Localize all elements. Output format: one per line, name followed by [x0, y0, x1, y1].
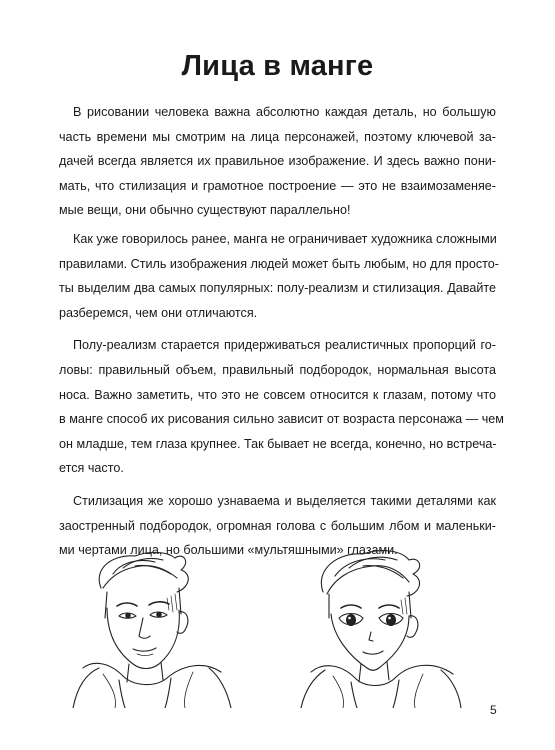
text-line: ты выделим два самых популярных: полу-реализм и стилизация. Давайте — [59, 281, 496, 296]
page-number: 5 — [490, 703, 497, 717]
stylized-face-illustration — [293, 548, 468, 708]
text-line: заостренный подбородок, огромная голова с большим лбом и маленьки- — [59, 518, 496, 533]
text-line: в манге способ их рисования сильно зависит от возраста персонажа — чем — [59, 412, 504, 427]
text-line: Как уже говорилось ранее, манга не ограничивает художника сложными — [73, 231, 497, 246]
text-line: правилами. Стиль изображения людей может быть любым, но для просто- — [59, 256, 499, 271]
paragraph-3 — [59, 333, 504, 481]
text-line: мые вещи, они обычно существуют параллельно! — [59, 203, 351, 218]
semi-realistic-face-illustration — [63, 548, 238, 708]
text-line: носа. Важно заметить, что это не совсем относится к глазам, потому что — [59, 387, 496, 402]
text-line: мать, что стилизация и грамотное построение — это не взаимозаменяе- — [59, 178, 496, 193]
text-line: часть времени мы смотрим на лица персонажей, поэтому ключевой за- — [59, 129, 496, 144]
text-line: он младше, тем глаза крупнее. Так бывает не всегда, конечно, но встреча- — [59, 436, 497, 451]
text-line: ловы: правильный объем, правильный подбородок, нормальная высота — [59, 362, 496, 377]
page-title: Лица в манге — [181, 50, 374, 82]
text-line: В рисовании человека важна абсолютно каждая деталь, но большую — [73, 105, 496, 119]
text-line: разберемся, чем они отличаются. — [59, 305, 258, 320]
text-line: дачей всегда является их правильное изображение. И здесь важно пони- — [59, 154, 496, 169]
paragraph-2 — [59, 227, 499, 325]
text-line: ми чертами лица, но большими «мультяшными» глазами. — [59, 543, 398, 558]
text-line: Стилизация же хорошо узнаваема и выделяется такими деталями как — [73, 493, 496, 508]
paragraph-1 — [59, 100, 496, 223]
body-text — [59, 100, 504, 571]
text-line: ется часто. — [59, 461, 124, 476]
text-line: Полу-реализм старается придерживаться реалистичных пропорций го- — [73, 338, 496, 353]
